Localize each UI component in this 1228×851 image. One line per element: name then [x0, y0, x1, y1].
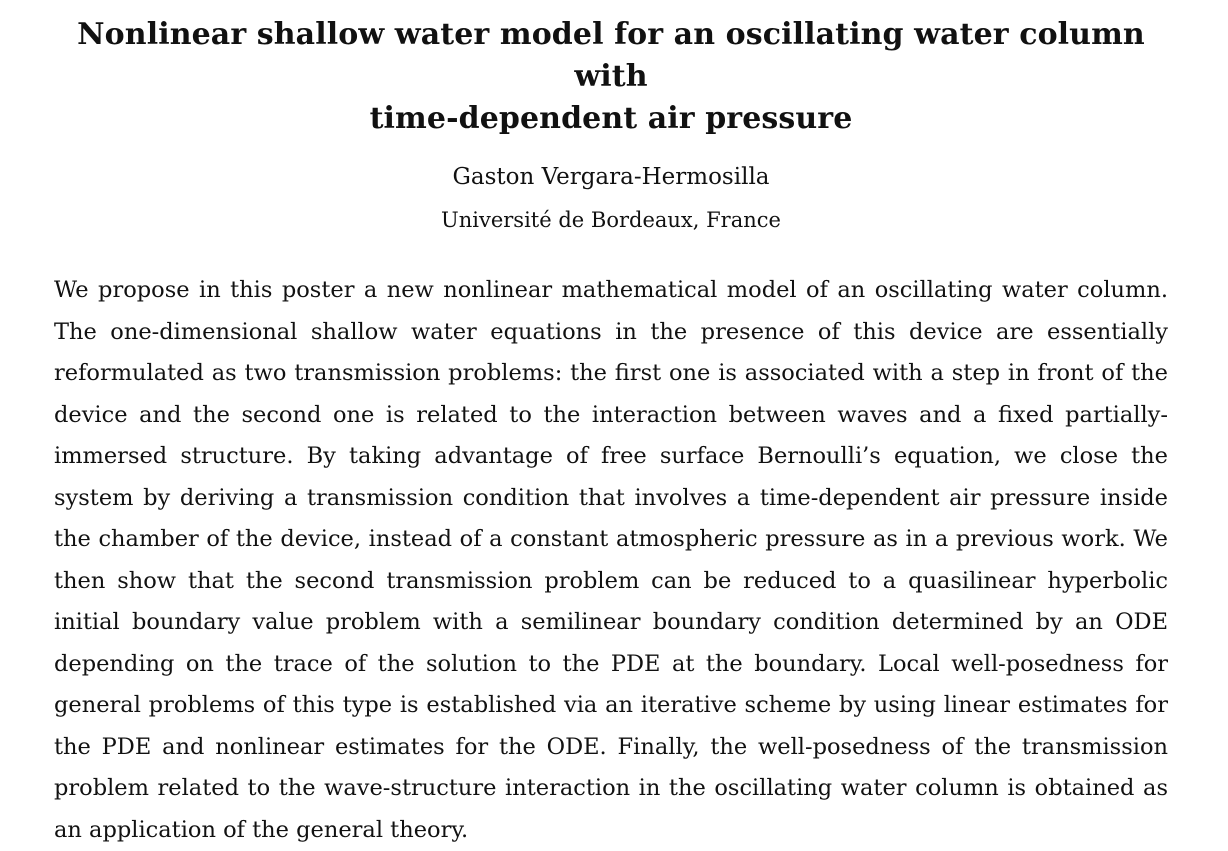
author-name: Gaston Vergara-Hermosilla	[452, 164, 770, 190]
paper-title	[54, 14, 1168, 140]
abstract-text: We propose in this poster a new nonlinear mathematical model of an oscillating water column. The one-dimensional shallow water equations in the presence of this device are essentially reformulated as two transmission problems: the first one is associated with a step in front of the device and the second one is related to the interaction between waves and a fixed partially-immersed structure. By taking advantage of free surface Bernoulli’s equation, we close the system by deriving a transmission condition that involves a time-dependent air pressure inside the chamber of the device, instead of a constant atmospheric pressure as in a previous work. We then show that the second transmission problem can be reduced to a quasilinear hyperbolic initial boundary value problem with a semilinear boundary condition determined by an ODE depending on the trace of the solution to the PDE at the boundary. Local well-posedness for general problems of this type is established via an iterative scheme by using linear estimates for the PDE and nonlinear estimates for the ODE. Finally, the well-posedness of the transmission problem related to the wave-structure interaction in the oscillating water column is obtained as an application of the general theory.	[54, 277, 1168, 843]
paper-title-line-1: Nonlinear shallow water model for an oscillating water column with	[77, 17, 1145, 94]
paper-title-line-2: time-dependent air pressure	[369, 101, 853, 136]
author-affiliation: Université de Bordeaux, France	[441, 208, 781, 232]
